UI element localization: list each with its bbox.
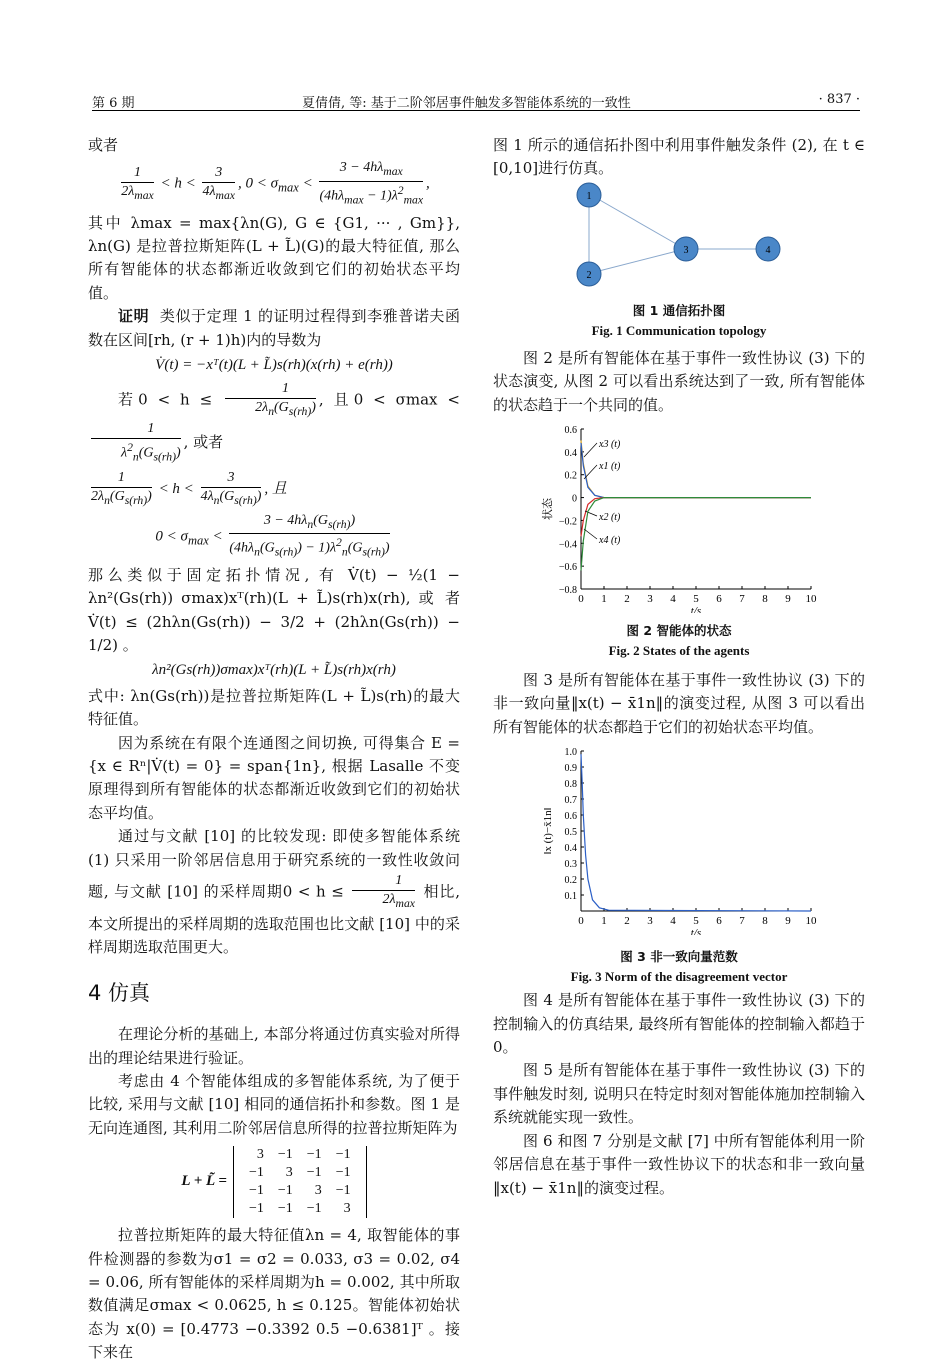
svg-text:2: 2 <box>586 269 592 281</box>
equation-vdot: V̇(t) = −xᵀ(t)(L + L̃)s(rh)(x(rh) + e(rh)) <box>155 357 393 374</box>
series-label: x2 (t) <box>599 512 621 524</box>
topology-graph <box>493 181 865 291</box>
y-tick-label: 0.8 <box>564 779 577 791</box>
paragraph-sim-start: 图 1 所示的通信拓扑图中利用事件触发条件 (2), 在 t ∈ [0,10]进行仿真。 <box>493 136 865 178</box>
matrix-cell: 3 <box>256 1147 264 1163</box>
svg-text:4: 4 <box>765 244 771 256</box>
fig3-caption-en: Fig. 3 Norm of the disagreement vector <box>570 969 788 985</box>
fig1-caption-en: Fig. 1 Communication topology <box>591 322 767 338</box>
series-label: x1 (t) <box>599 461 621 473</box>
matrix-cell: −1 <box>277 1183 293 1199</box>
y-tick-label: 0.9 <box>564 763 577 775</box>
cond-text-a: 若0 < h ≤ <box>118 389 213 408</box>
y-tick-label: −0.4 <box>558 539 577 551</box>
y-tick-label: 0.2 <box>564 875 577 887</box>
y-tick-label: 0.6 <box>564 425 577 437</box>
x-tick-label: 2 <box>624 593 630 606</box>
matrix-cell: 3 <box>285 1165 293 1181</box>
paragraph-fig4: 图 4 是所有智能体在基于事件一致性协议 (3) 下的控制输入的仿真结果, 最终所有智能体的控制输入都趋于 0。 <box>493 991 865 1057</box>
comparison-text-a: 通过与文献 [10] 的比较发现: 即使多智能体系统 (1) 只采用一阶邻居信息用于研究系统的一致性收敛问题, 与文献 [10] 的采样周期0 < h ≤ <box>88 827 460 901</box>
node-2 <box>577 262 601 286</box>
matrix-table <box>242 1146 358 1218</box>
x-tick-label: 7 <box>739 593 745 606</box>
svg-text:3: 3 <box>683 244 689 256</box>
cond-text-c: , 或者 <box>183 433 224 452</box>
condition-sigma: $0 < \sigma_{max}$ < $\frac{3 - 4h\lambda_n(G_{s(rh)})}{(4h\lambda_n(G_{s(rh)}) - 1)\lambda^2_n(G_{s(rh)})}$ <box>155 512 390 559</box>
svg-text:1: 1 <box>586 190 592 202</box>
paragraph-eigenvalue: 式中: λn(Gs(rh))是拉普拉斯矩阵(L + L̃)s(rh)的最大特征值。 <box>88 686 460 729</box>
condition-equation: $\frac{1}{2\lambda_{max}}$ < h < $\frac{3}{4\lambda_{max}}$ , $0 < \sigma_{max}$ < $\frac{3 - 4h\lambda_{max}}{(4h\lambda_{max} - 1)\lambda^2_{max}}$ , <box>121 160 430 207</box>
y-tick-label: −0.8 <box>558 585 577 597</box>
y-tick-label: 0.4 <box>564 843 577 855</box>
paragraph-proof: 类似于定理 1 的证明过程得到李雅普诺夫函数在区间[rh, (r + 1)h)内的导数为 <box>88 307 460 349</box>
x-tick-label: 2 <box>624 915 630 928</box>
issue-number: 第 6 期 <box>92 96 135 111</box>
x-tick-label: 7 <box>739 915 745 928</box>
matrix-cell: −1 <box>335 1183 351 1199</box>
y-tick-label: −0.6 <box>558 562 577 574</box>
y-axis-label: 状态 <box>542 498 554 521</box>
paragraph-fig2: 图 2 是所有智能体在基于事件一致性协议 (3) 下的状态演变, 从图 2 可以看出系统达到了一致, 所有智能体的状态趋于一个共同的值。 <box>493 348 865 414</box>
matrix-cell: −1 <box>306 1147 322 1163</box>
y-tick-label: −0.2 <box>558 516 577 528</box>
equation-tail: λn²(Gs(rh))σmax)xᵀ(rh)(L + L̃)s(rh)x(rh) <box>152 662 396 679</box>
x-tick-label: 8 <box>762 593 768 606</box>
x-tick-label: 1 <box>601 593 607 606</box>
x-tick-label: 0 <box>578 593 584 606</box>
y-tick-label: 0.5 <box>564 827 577 839</box>
matrix-row <box>242 1182 358 1200</box>
right-column <box>493 134 865 1200</box>
paragraph-fig5: 图 5 是所有智能体在基于事件一致性协议 (3) 下的事件触发时刻, 说明只在特定时刻对智能体施加控制输入系统就能实现一致性。 <box>493 1061 865 1127</box>
x-tick-label: 9 <box>785 593 791 606</box>
fig3-caption-zh: 图 3 非一致向量范数 <box>620 949 738 965</box>
matrix-label: L + L̃ = <box>181 1173 227 1190</box>
node-4 <box>756 237 780 261</box>
matrix-cell: −1 <box>277 1201 293 1217</box>
y-tick-label: 0.7 <box>564 795 577 807</box>
y-tick-label: 0.6 <box>564 811 577 823</box>
left-column <box>88 134 460 1365</box>
x-tick-label: 0 <box>578 915 584 928</box>
cond-text-b: , 且0 < σmax < <box>318 389 460 408</box>
matrix-row <box>242 1146 358 1164</box>
condition-h-range: $\frac{1}{2\lambda_n(G_{s(rh)})}$ < h < $\frac{3}{4\lambda_n(G_{s(rh)})}$ , 且 <box>91 469 287 507</box>
paragraph-parameters: 拉普拉斯矩阵的最大特征值λn = 4, 取智能体的事件检测器的参数为σ1 = σ2 = 0.033, σ3 = 0.02, σ4 = 0.06, 所有智能体的采样周期为h = 0.002, 其中所取数值满足σmax < 0.0625, h ≤ 0.125。智能体初始状态为 x(0) = [0.4773 −0.3392 0.5 −0.6381]ᵀ 。接下来在 <box>88 1226 460 1362</box>
x-tick-label: 5 <box>693 593 699 606</box>
matrix-cell: 3 <box>343 1201 351 1217</box>
paragraph-lasalle: 因为系统在有限个连通图之间切换, 可得集合 E = {x ∈ Rⁿ|V̇(t) = 0} = span{1n}, 根据 Lasalle 不变原理得到所有智能体的状态都渐近收敛到它们的初始状态平均值。 <box>88 733 460 822</box>
matrix-cell: −1 <box>335 1165 351 1181</box>
node-1 <box>577 183 601 207</box>
page-number: · 837 · <box>818 92 860 107</box>
paragraph-fig6-7: 图 6 和图 7 分别是文献 [7] 中所有智能体利用一阶邻居信息在基于事件一致性协议下的状态和非一致向量‖x(t) − x̄1n‖的演变过程。 <box>493 1131 865 1197</box>
matrix-cell: −1 <box>277 1147 293 1163</box>
y-tick-label: 0.4 <box>564 447 577 459</box>
fig2-caption-en: Fig. 2 States of the agents <box>608 643 750 659</box>
comparison-text-b: 相比, 本文所提出的采样周期的选取范围也比文献 [10] 中的采样周期选取范围更大。 <box>88 882 460 957</box>
x-axis-label: t/s <box>690 605 702 614</box>
y-tick-label: 0 <box>572 493 577 505</box>
matrix-row <box>242 1164 358 1182</box>
x-tick-label: 4 <box>670 915 676 928</box>
x-tick-label: 5 <box>693 915 699 928</box>
disagreement-chart <box>493 743 865 935</box>
x-tick-label: 4 <box>670 593 676 606</box>
fig1-caption-zh: 图 1 通信拓扑图 <box>632 302 726 318</box>
x-tick-label: 6 <box>716 915 722 928</box>
x-tick-label: 1 <box>601 915 607 928</box>
x-tick-label: 6 <box>716 593 722 606</box>
states-chart <box>493 421 865 613</box>
node-3 <box>674 237 698 261</box>
y-axis-label: ‖x (t)−x̄1n‖ <box>542 807 554 856</box>
laplacian-matrix <box>88 1146 460 1218</box>
y-tick-label: 0.2 <box>564 470 577 482</box>
paragraph-system: 考虑由 4 个智能体组成的多智能体系统, 为了便于比较, 采用与文献 [10] 相同的通信拓扑和参数。图 1 是无向连通图, 其利用二阶邻居信息所得的拉普拉斯矩阵为 <box>88 1071 460 1137</box>
matrix-cell: −1 <box>306 1165 322 1181</box>
section-heading: 4 仿真 <box>88 980 151 1005</box>
x-tick-label: 10 <box>805 915 817 928</box>
paragraph-lambda-max: 其中 λmax = max{λn(G), G ∈ {G1, ··· , Gm}}, λn(G) 是拉普拉斯矩阵(L + L̃)(G)的最大特征值, 那么所有智能体的状态都渐近收敛到它们的初始状态平均值。 <box>88 213 460 302</box>
edge-1-3 <box>591 195 685 249</box>
fig2-caption-zh: 图 2 智能体的状态 <box>626 623 732 639</box>
series-label: x4 (t) <box>599 535 621 547</box>
paragraph-sim-intro: 在理论分析的基础上, 本部分将通过仿真实验对所得出的理论结果进行验证。 <box>88 1025 460 1067</box>
x-tick-label: 8 <box>762 915 768 928</box>
y-tick-label: 0.3 <box>564 859 577 871</box>
running-title: 夏倩倩, 等: 基于二阶邻居事件触发多智能体系统的一致性 <box>302 96 631 111</box>
x-tick-label: 9 <box>785 915 791 928</box>
matrix-cell: −1 <box>335 1147 351 1163</box>
proof-label: 证明 <box>118 307 150 326</box>
page-header <box>92 90 860 111</box>
matrix-cell: −1 <box>248 1183 264 1199</box>
matrix-cell: −1 <box>306 1201 322 1217</box>
paragraph-comparison: 通过与文献 [10] 的比较发现: 即使多智能体系统 (1) 只采用一阶邻居信息用于研究系统的一致性收敛问题, 与文献 [10] 的采样周期0 < h ≤ $\frac{1}{2\lambda_{max}}$ 相比, 本文所提出的采样周期的选取范围也比文献 [10] 中的采样周期选取范围更大。 <box>88 827 460 957</box>
paragraph-switching: 那么类似于固定拓扑情况, 有 V̇(t) − ½(1 − λn²(Gs(rh)) σmax)xᵀ(rh)(L + L̃)s(rh)x(rh), 或 者 V̇(t) ≤ (2hλn(Gs(rh)) − 3/2 + (2hλn(Gs(rh)) − 1/2) 。 <box>88 565 460 655</box>
text-or: 或者 <box>88 136 119 154</box>
series-label-leader <box>584 529 597 539</box>
x-tick-label: 3 <box>647 915 653 928</box>
matrix-cell: −1 <box>248 1165 264 1181</box>
matrix-row <box>242 1200 358 1218</box>
y-tick-label: 1.0 <box>564 747 577 759</box>
y-tick-label: 0.1 <box>564 891 577 903</box>
series-line <box>581 754 811 911</box>
series-label-leader <box>584 443 597 457</box>
x-tick-label: 3 <box>647 593 653 606</box>
x-tick-label: 10 <box>805 593 817 606</box>
matrix-cell: −1 <box>248 1201 264 1217</box>
series-label: x3 (t) <box>599 439 621 451</box>
paragraph-fig3: 图 3 是所有智能体在基于事件一致性协议 (3) 下的非一致向量‖x(t) − x̄1n‖的演变过程, 从图 3 可以看出所有智能体的状态都趋于它们的初始状态平均值。 <box>493 671 865 736</box>
paragraph-conditions: 若0 < h ≤ $\frac{1}{2\lambda_n(G_{s(rh)})}$ , 且0 < σmax < $\frac{1}{\lambda^2_n(G_{s(rh)})}$ , 或者 <box>88 380 460 467</box>
matrix-cell: 3 <box>314 1183 322 1199</box>
x-axis-label: t/s <box>690 927 702 936</box>
edge-2-3 <box>591 249 685 273</box>
series-label-leader <box>584 465 597 479</box>
